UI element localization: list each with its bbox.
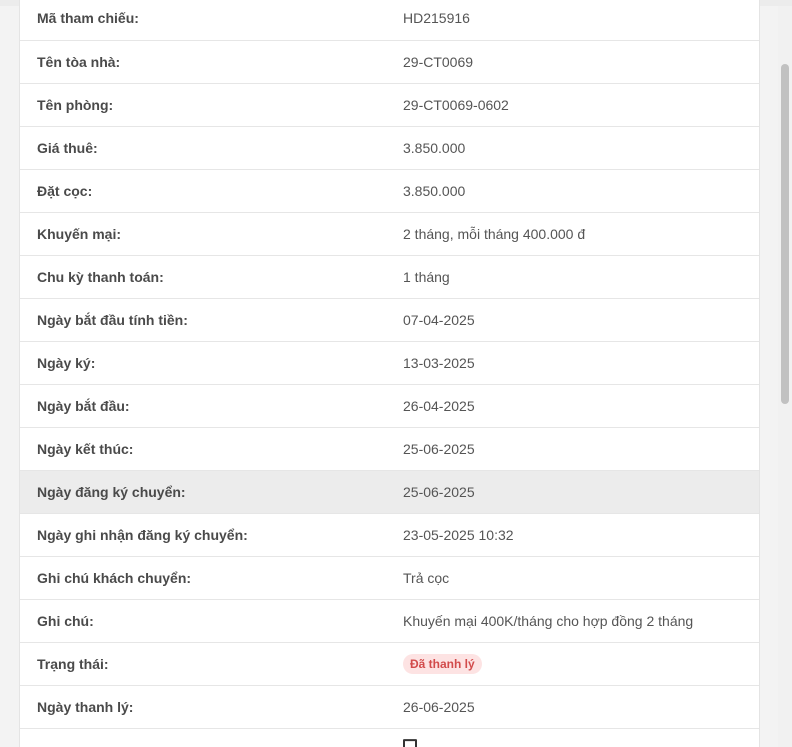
row-ngay-dang-ky-chuyen — [20, 471, 759, 514]
value: 1 tháng — [403, 269, 450, 285]
label: Trạng thái: — [37, 656, 109, 672]
status-badge: Đã thanh lý — [403, 654, 482, 674]
value: Khuyến mại 400K/tháng cho hợp đồng 2 tháng — [403, 613, 694, 629]
row-trang-thai — [20, 643, 759, 686]
value: 2 tháng, mỗi tháng 400.000 đ — [403, 226, 586, 242]
label: Ngày ghi nhận đăng ký chuyển: — [37, 527, 248, 543]
label: Tên phòng: — [37, 97, 114, 113]
label: Ghi chú khách chuyển: — [37, 570, 192, 586]
document-icon[interactable] — [403, 739, 417, 747]
row-ngay-bat-dau-tinh-tien — [20, 299, 759, 342]
label: Khuyến mại: — [37, 226, 122, 242]
label: Ngày đăng ký chuyển: — [37, 484, 186, 500]
label: Đặt cọc: — [37, 183, 93, 199]
row-dat-coc — [20, 170, 759, 213]
row-ngay-ky — [20, 342, 759, 385]
label: Ngày bắt đầu tính tiền: — [37, 312, 188, 328]
label: Ngày ký: — [37, 355, 96, 371]
label: Ghi chú: — [37, 613, 94, 629]
row-ma-tham-chieu — [20, 0, 759, 41]
row-ten-phong — [20, 84, 759, 127]
label: Ngày kết thúc: — [37, 441, 134, 457]
label: Ngày bắt đầu: — [37, 398, 130, 414]
row-ten-toa-nha — [20, 41, 759, 84]
value: 25-06-2025 — [403, 484, 475, 500]
label: Tên tòa nhà: — [37, 54, 121, 70]
vertical-scrollbar[interactable] — [778, 6, 792, 747]
scrollbar-thumb[interactable] — [781, 64, 789, 404]
value: 29-CT0069-0602 — [403, 97, 509, 113]
row-chu-ky-thanh-toan — [20, 256, 759, 299]
row-khuyen-mai — [20, 213, 759, 256]
row-partially-visible — [20, 729, 759, 747]
label: Ngày thanh lý: — [37, 699, 134, 715]
value: 26-06-2025 — [403, 699, 475, 715]
value: 25-06-2025 — [403, 441, 475, 457]
value: 3.850.000 — [403, 183, 466, 199]
label: Chu kỳ thanh toán: — [37, 269, 164, 285]
value: 3.850.000 — [403, 140, 466, 156]
label: Giá thuê: — [37, 140, 98, 156]
row-ngay-ghi-nhan-dang-ky-chuyen — [20, 514, 759, 557]
row-ngay-bat-dau — [20, 385, 759, 428]
value: Trả cọc — [403, 570, 450, 586]
row-ngay-ket-thuc — [20, 428, 759, 471]
value: HD215916 — [403, 10, 470, 26]
row-gia-thue — [20, 127, 759, 170]
value: 26-04-2025 — [403, 398, 475, 414]
label: Mã tham chiếu: — [37, 10, 139, 26]
detail-table — [20, 0, 759, 747]
value-wrapper — [403, 654, 482, 674]
value: 13-03-2025 — [403, 355, 475, 371]
value — [403, 738, 423, 747]
row-ngay-thanh-ly — [20, 686, 759, 729]
row-ghi-chu-khach-chuyen — [20, 557, 759, 600]
value: 23-05-2025 10:32 — [403, 527, 514, 543]
value: 29-CT0069 — [403, 54, 474, 70]
contract-detail-card — [19, 0, 760, 747]
value: 07-04-2025 — [403, 312, 475, 328]
row-ghi-chu — [20, 600, 759, 643]
